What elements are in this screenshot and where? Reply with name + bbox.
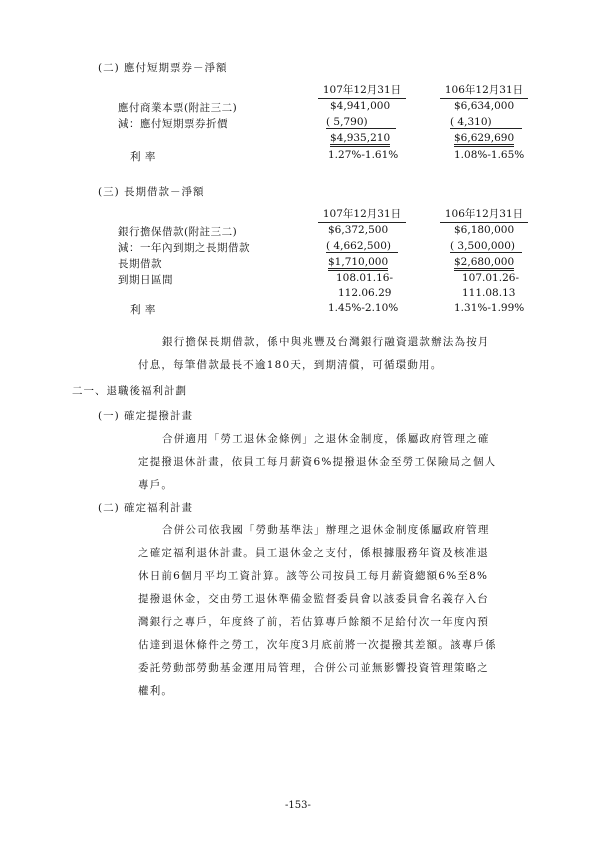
- value-2017: ( 4,310): [450, 116, 522, 129]
- value-2018: ( 4,662,500): [326, 240, 398, 253]
- column-header-2018: 107年12月31日: [318, 82, 406, 99]
- net-value-2017: $6,629,690: [454, 132, 514, 147]
- subsection-defined-benefit: (二) 確定福利計畫: [98, 502, 194, 514]
- section-heading-short-term-notes: (二) 應付短期票券－淨額: [98, 62, 228, 74]
- column-header-2017: 106年12月31日: [440, 82, 528, 99]
- maturity-start-2018: 108.01.16-: [336, 272, 393, 284]
- row-label: 減：一年內到期之長期借款: [118, 242, 250, 254]
- page-number: -153-: [285, 800, 311, 811]
- value-2017: ( 3,500,000): [450, 240, 522, 253]
- row-label: 銀行擔保借款(附註三二): [118, 226, 238, 238]
- value-2017: $6,180,000: [454, 224, 515, 236]
- net-value-2018: $1,710,000: [328, 256, 388, 271]
- maturity-start-2017: 107.01.26-: [462, 272, 519, 284]
- value-2018: ( 5,790): [326, 116, 396, 129]
- defined-contribution-paragraph: 合併適用「勞工退休金條例」之退休金制度，係屬政府管理之確定提撥退休計畫，依員工每月薪資6%提撥退休金至勞工保險局之個人專戶。: [138, 433, 497, 491]
- row-label: 應付商業本票(附註三二): [118, 102, 238, 114]
- column-header-2018: 107年12月31日: [318, 206, 406, 223]
- column-header-2017: 106年12月31日: [440, 206, 528, 223]
- section-heading-retirement: 二一、退職後福利計劃: [72, 385, 187, 397]
- value-2017: $6,634,000: [454, 100, 515, 112]
- value-2018: $6,372,500: [328, 224, 389, 236]
- row-label: 減：應付短期票券折價: [118, 118, 228, 130]
- rate-2017: 1.08%-1.65%: [454, 149, 525, 161]
- row-label-rate: 利 率: [130, 151, 156, 163]
- value-2018: $4,941,000: [330, 100, 391, 112]
- section-heading-long-term-loans: (三) 長期借款－淨額: [98, 186, 205, 198]
- rate-2018: 1.27%-1.61%: [328, 149, 399, 161]
- row-label: 長期借款: [118, 258, 162, 270]
- net-value-2018: $4,935,210: [330, 132, 390, 147]
- maturity-end-2018: 112.06.29: [338, 287, 392, 299]
- defined-benefit-paragraph: 合併公司依我國「勞動基準法」辦理之退休金制度係屬政府管理之確定福利退休計畫。員工退休金之支付，係根據服務年資及核准退休日前6個月平均工資計算。該等公司按員工每月薪資總額6%至8%提撥退休金，交由勞工退休準備金監督委員會以該委員會名義存入台灣銀行之專戶，年度終了前，若估算專戶餘額不足給付次一年度內預估達到退休條件之勞工，次年度3月底前將一次提撥其差額。該專戶係委託勞動部勞動基金運用局管理，合併公司並無影響投資管理策略之權利。: [138, 524, 497, 697]
- rate-2017: 1.31%-1.99%: [454, 302, 525, 314]
- rate-2018: 1.45%-2.10%: [328, 302, 399, 314]
- subsection-defined-contribution: (一) 確定提撥計畫: [98, 410, 194, 422]
- loan-note-paragraph: 銀行擔保長期借款，係中與兆豐及台灣銀行融資還款辦法為按月付息，每筆借款最長不逾180天，到期清償，可循環動用。: [138, 336, 490, 371]
- net-value-2017: $2,680,000: [454, 256, 514, 271]
- maturity-end-2017: 111.08.13: [462, 287, 516, 299]
- row-label: 到期日區間: [118, 274, 173, 286]
- row-label-rate: 利 率: [130, 304, 156, 316]
